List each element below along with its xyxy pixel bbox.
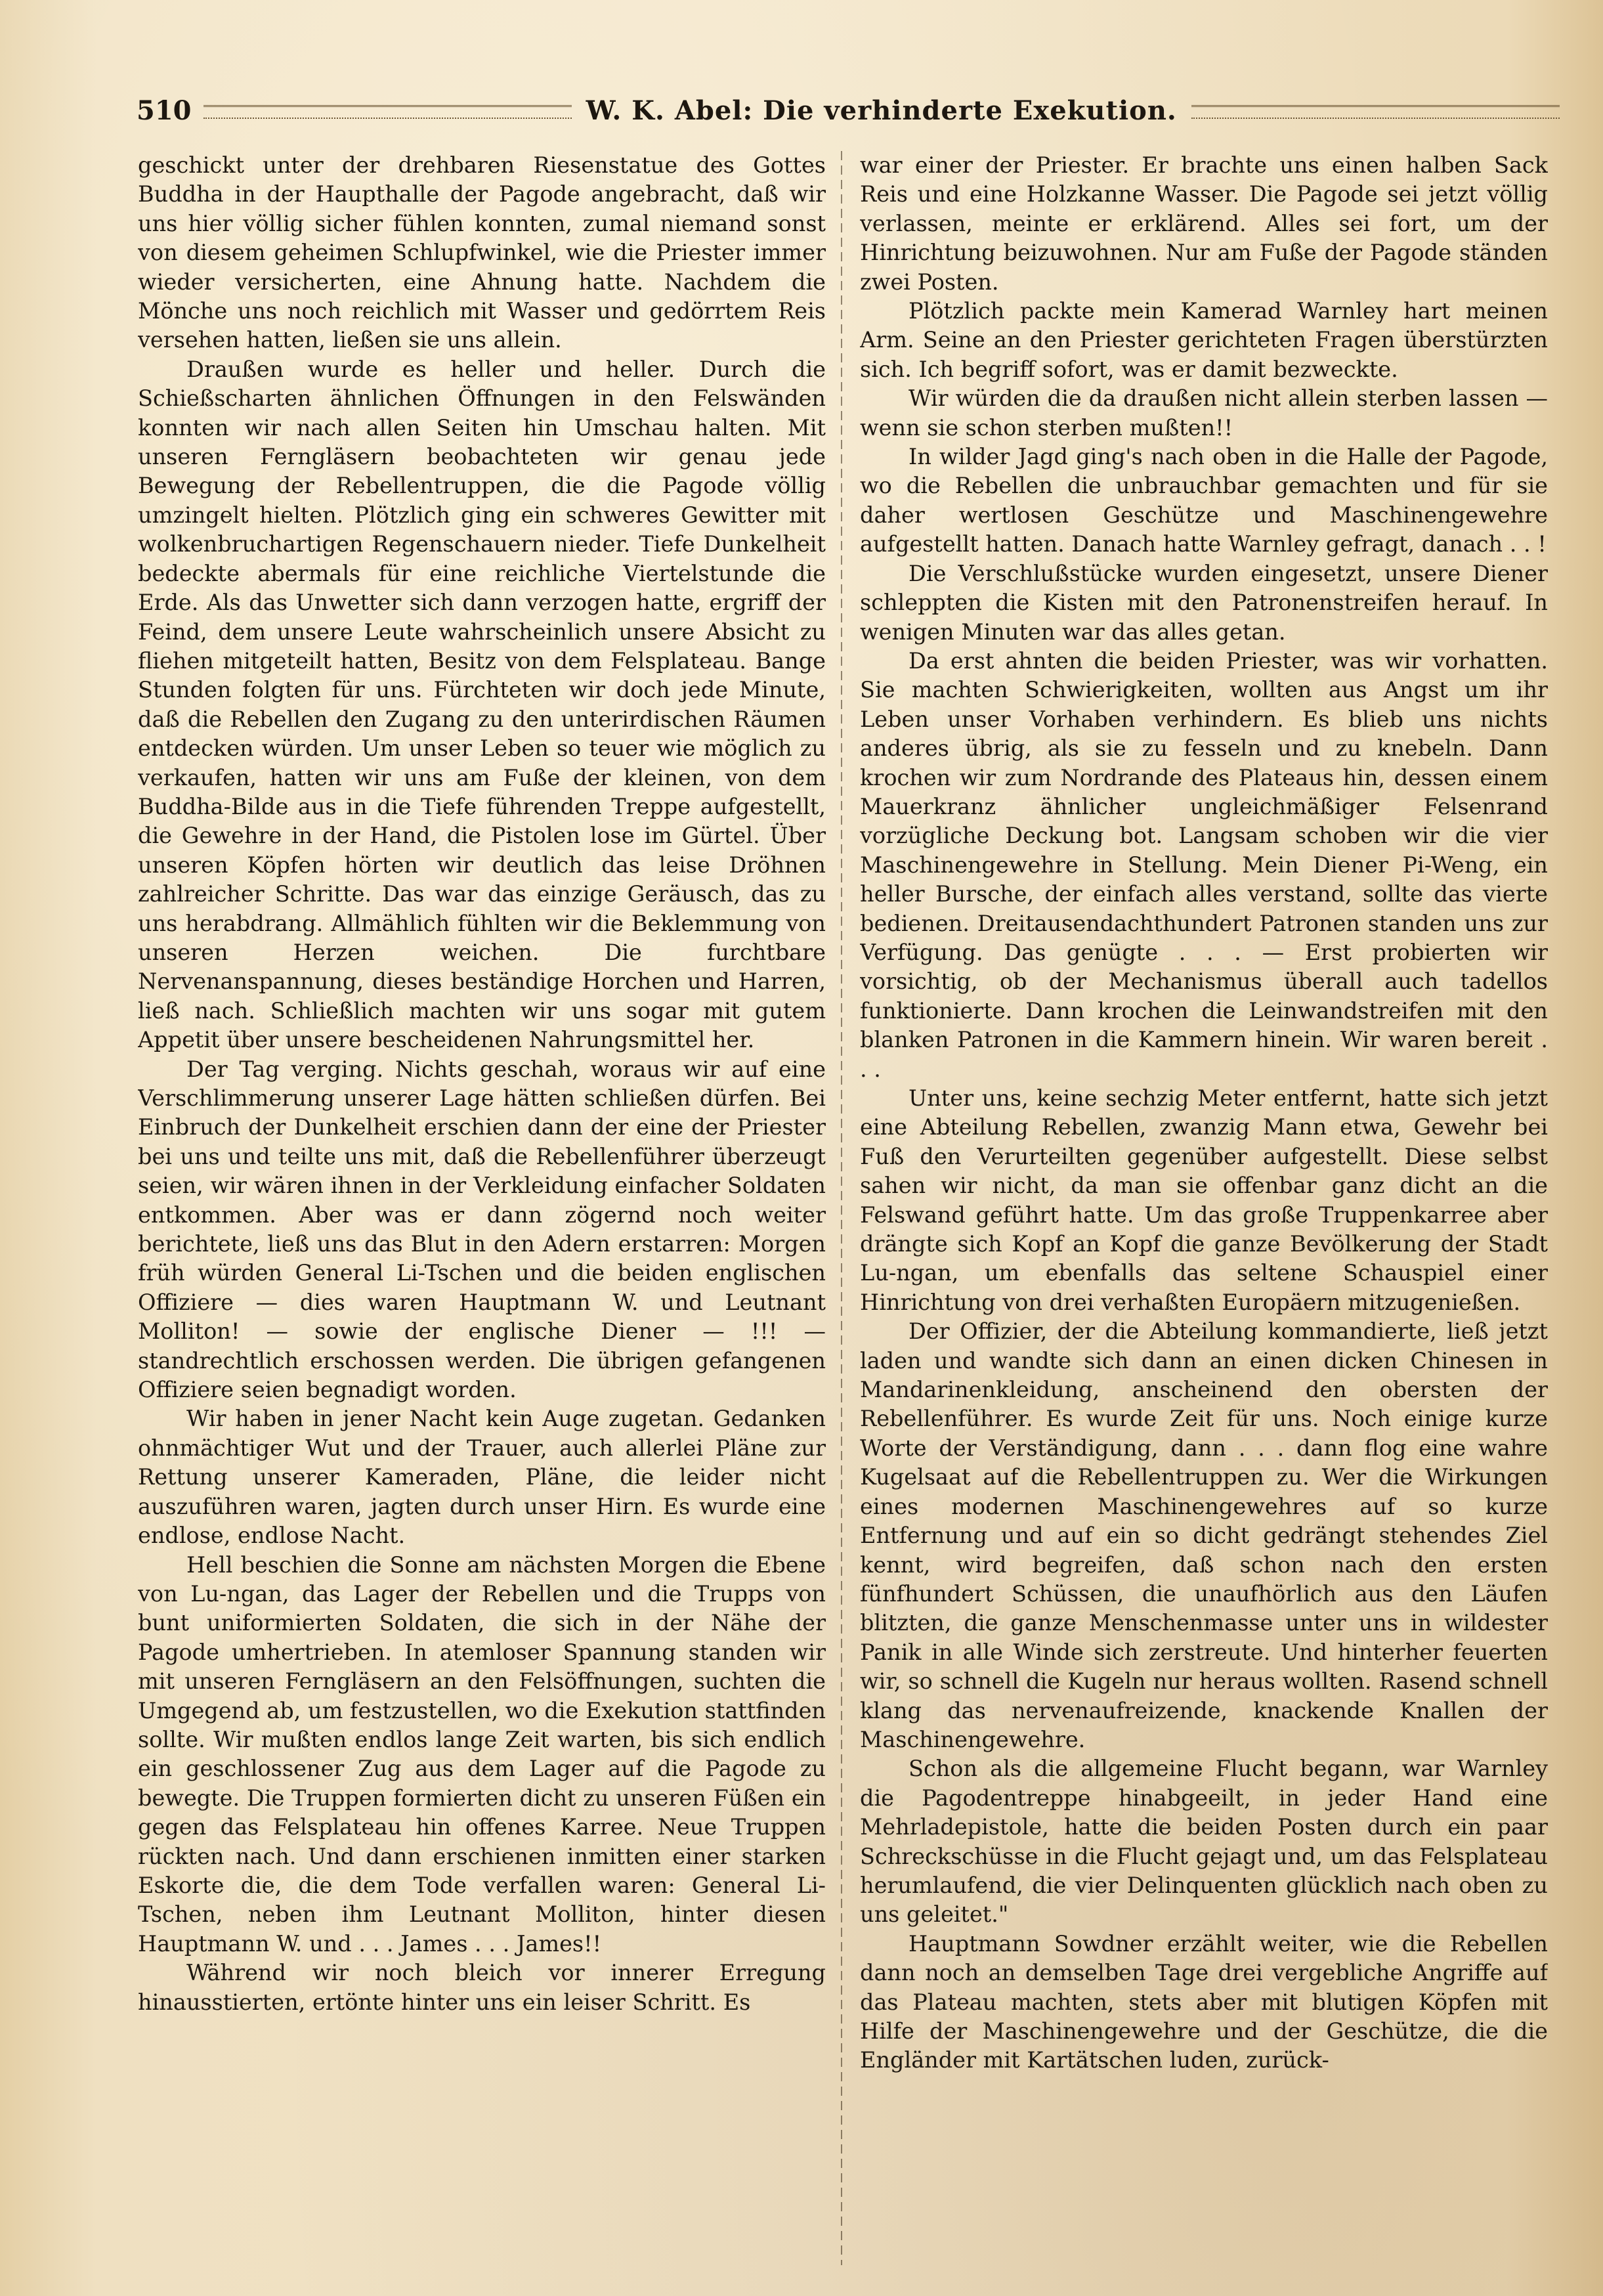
running-header bbox=[137, 91, 1560, 130]
left-column bbox=[138, 151, 826, 2272]
paragraph: geschickt unter der drehbaren Riesenstatue des Gottes Buddha in der Haupthalle der Pagode angebracht, daß wir uns hier völlig sicher fühlen konnten, zumal niemand sonst von diesem geheimen Schlupfwinkel, wie die Priester immer wieder versicherten, eine Ahnung hatte. Nachdem die Mönche uns noch reichlich mit Wasser und gedörrtem Reis versehen hatten, ließen sie uns allein. bbox=[138, 152, 826, 353]
right-column bbox=[860, 151, 1548, 2272]
paragraph: In wilder Jagd ging's nach oben in die Halle der Pagode, wo die Rebellen die unbrauchbar gemachten und für sie daher wertlosen Geschütze und Maschinengewehre aufgestellt hatten. Danach hatte Warnley gefragt, danach . . ! bbox=[860, 444, 1548, 557]
paragraph: Während wir noch bleich vor innerer Erregung hinausstierten, ertönte hinter uns ein leiser Schritt. Es bbox=[138, 1960, 826, 2015]
paragraph: Wir würden die da draußen nicht allein sterben lassen — wenn sie schon sterben mußten!! bbox=[860, 385, 1548, 441]
running-title: W. K. Abel: Die verhinderte Exekution. bbox=[586, 95, 1177, 126]
paragraph: Da erst ahnten die beiden Priester, was wir vorhatten. Sie machten Schwierigkeiten, wollten aus Angst um ihr Leben unser Vorhaben verhindern. Es blieb uns nichts anderes übrig, als sie zu fesseln und zu knebeln. Dann krochen wir zum Nordrande des Plateaus hin, dessen einem Mauerkranz ähnlicher ungleichmäßiger Felsenrand vorzügliche Deckung bot. Langsam schoben wir die vier Maschinengewehre in Stellung. Mein Diener Pi-Weng, ein heller Bursche, der einfach alles verstand, sollte das vierte bedienen. Dreitausendachthundert Patronen standen uns zur Verfügung. Das genügte . . . — Erst probierten wir vorsichtig, ob der Mechanismus überall auch tadellos funktionierte. Dann krochen die Leinwandstreifen mit den blanken Patronen in die Kammern hinein. Wir waren bereit . . . bbox=[860, 647, 1548, 1082]
paragraph: Unter uns, keine sechzig Meter entfernt, hatte sich jetzt eine Abteilung Rebellen, zwanzig Mann etwa, Gewehr bei Fuß den Verurteilten gegenüber aufgestellt. Diese selbst sahen wir nicht, da man sie offenbar ganz dicht an die Felswand geführt hatte. Um das große Truppenkarree aber drängte sich Kopf an Kopf die ganze Bevölkerung der Stadt Lu-ngan, um ebenfalls das seltene Schauspiel einer Hinrichtung von drei verhaßten Europäern mitzugenießen. bbox=[860, 1085, 1548, 1315]
paragraph: Draußen wurde es heller und heller. Durch die Schießscharten ähnlichen Öffnungen in den Felswänden konnten wir nach allen Seiten hin Umschau halten. Mit unseren Ferngläsern beobachteten wir genau jede Bewegung der Rebellentruppen, die die Pagode völlig umzingelt hielten. Plötzlich ging ein schweres Gewitter mit wolkenbruchartigen Regenschauern nieder. Tiefe Dunkelheit bedeckte abermals für eine reichliche Viertelstunde die Erde. Als das Unwetter sich dann verzogen hatte, ergriff der Feind, dem unsere Leute wahrscheinlich unsere Absicht zu fliehen mitgeteilt hatten, Besitz von dem Felsplateau. Bange Stunden folgten für uns. Fürchteten wir doch jede Minute, daß die Rebellen den Zugang zu den unterirdischen Räumen entdecken würden. Um unser Leben so teuer wie möglich zu verkaufen, hatten wir uns am Fuße der kleinen, von dem Buddha-Bilde aus in die Tiefe führenden Treppe aufgestellt, die Gewehre in der Hand, die Pistolen lose im Gürtel. Über unseren Köpfen hörten wir deutlich das leise Dröhnen zahlreicher Schritte. Das war das einzige Geräusch, das zu uns herabdrang. Allmählich fühlten wir die Beklemmung von unseren Herzen weichen. Die furchtbare Nervenanspannung, dieses beständige Horchen und Harren, ließ nach. Schließlich machten wir uns sogar mit gutem Appetit über unsere bescheidenen Nahrungsmittel her. bbox=[138, 356, 826, 1053]
page-number: 510 bbox=[137, 95, 192, 126]
paragraph: Der Offizier, der die Abteilung kommandierte, ließ jetzt laden und wandte sich dann an einen dicken Chinesen in Mandarinenkleidung, anscheinend den obersten der Rebellenführer. Es wurde Zeit für uns. Noch einige kurze Worte der Verständigung, dann . . . dann flog eine wahre Kugelsaat auf die Rebellentruppen zu. Wer die Wirkungen eines modernen Maschinengewehres auf so kurze Entfernung und auf ein so dicht gedrängt stehendes Ziel kennt, wird begreifen, daß schon nach den ersten fünfhundert Schüssen, die unaufhörlich aus den Läufen blitzten, die ganze Menschenmasse unter uns in wildester Panik in alle Winde sich zerstreute. Und hinterher feuerten wir, so schnell die Kugeln nur heraus wollten. Rasend schnell klang das nervenaufreizende, knackende Knallen der Maschinengewehre. bbox=[860, 1318, 1548, 1752]
paragraph: Die Verschlußstücke wurden eingesetzt, unsere Diener schleppten die Kisten mit den Patronenstreifen herauf. In wenigen Minuten war das alles getan. bbox=[860, 560, 1548, 645]
paragraph: Hauptmann Sowdner erzählt weiter, wie die Rebellen dann noch an demselben Tage drei vergebliche Angriffe auf das Plateau machten, stets aber mit blutigen Köpfen mit Hilfe der Maschinengewehre und der Geschütze, die die Engländer mit Kartätschen luden, zurück- bbox=[860, 1930, 1548, 2073]
header-ornament-left bbox=[203, 105, 572, 119]
paragraph: Schon als die allgemeine Flucht begann, war Warnley die Pagodentreppe hinabgeeilt, in jeder Hand eine Mehrladepistole, hatte die beiden Posten durch ein paar Schreckschüsse in die Flucht gejagt und, um das Felsplateau herumlaufend, die vier Delinquenten glücklich nach oben zu uns geleitet." bbox=[860, 1756, 1548, 1928]
paragraph: Hell beschien die Sonne am nächsten Morgen die Ebene von Lu-ngan, das Lager der Rebellen und die Trupps von bunt uniformierten Soldaten, die sich in der Nähe der Pagode umhertrieben. In atemloser Spannung standen wir mit unseren Ferngläsern an den Felsöffnungen, suchten die Umgegend ab, um festzustellen, wo die Exekution stattfinden sollte. Wir mußten endlos lange Zeit warten, bis sich endlich ein geschlossener Zug aus dem Lager auf die Pagode zu bewegte. Die Truppen formierten dicht zu unseren Füßen ein gegen das Felsplateau hin offenes Karree. Neue Truppen rückten nach. Und dann erschienen inmitten einer starken Eskorte die, die dem Tode verfallen waren: General Li-Tschen, neben ihm Leutnant Molliton, hinter diesen Hauptmann W. und . . . James . . . James!! bbox=[138, 1551, 826, 1957]
column-divider bbox=[841, 151, 842, 2265]
paragraph: war einer der Priester. Er brachte uns einen halben Sack Reis und eine Holzkanne Wasser. Die Pagode sei jetzt völlig verlassen, meinte er erklärend. Alles sei fort, um der Hinrichtung beizuwohnen. Nur am Fuße der Pagode ständen zwei Posten. bbox=[860, 152, 1548, 295]
paragraph: Wir haben in jener Nacht kein Auge zugetan. Gedanken ohnmächtiger Wut und der Trauer, auch allerlei Pläne zur Rettung unserer Kameraden, Pläne, die leider nicht auszuführen waren, jagten durch unser Hirn. Es wurde eine endlose, endlose Nacht. bbox=[138, 1406, 826, 1549]
header-ornament-right bbox=[1191, 105, 1560, 119]
paragraph: Plötzlich packte mein Kamerad Warnley hart meinen Arm. Seine an den Priester gerichteten Fragen überstürzten sich. Ich begriff sofort, was er damit bezweckte. bbox=[860, 298, 1548, 382]
paragraph: Der Tag verging. Nichts geschah, woraus wir auf eine Verschlimmerung unserer Lage hätten schließen dürfen. Bei Einbruch der Dunkelheit erschien dann der eine der Priester bei uns und teilte uns mit, daß die Rebellenführer überzeugt seien, wir wären ihnen in der Verkleidung einfacher Soldaten entkommen. Aber was er dann zögernd noch weiter berichtete, ließ uns das Blut in den Adern erstarren: Morgen früh würden General Li-Tschen und die beiden englischen Offiziere — dies waren Hauptmann W. und Leutnant Molliton! — sowie der englische Diener — !!! — standrechtlich erschossen werden. Die übrigen gefangenen Offiziere seien begnadigt worden. bbox=[138, 1056, 826, 1403]
